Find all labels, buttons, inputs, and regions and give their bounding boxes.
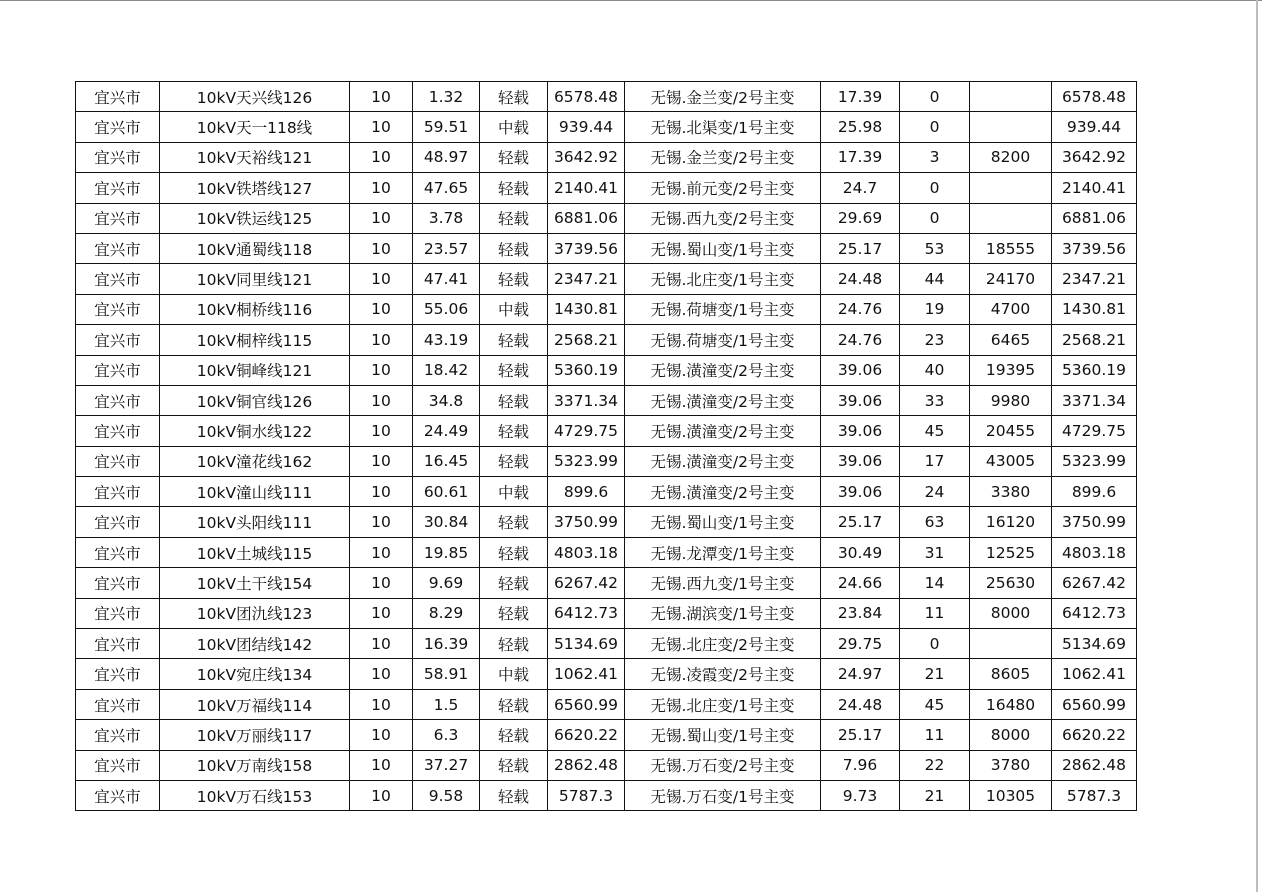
- transformer-load-rate-cell: 9.73: [821, 780, 900, 810]
- substation-transformer-cell: 无锡.西九变/1号主变: [625, 568, 821, 598]
- transformer-load-rate-cell: 24.66: [821, 568, 900, 598]
- remaining-capacity-cell: 6881.06: [1052, 203, 1137, 233]
- load-rate-cell: 47.41: [413, 264, 480, 294]
- load-rate-cell: 34.8: [413, 385, 480, 415]
- feeder-name-cell: 10kV团结线142: [160, 629, 350, 659]
- user-count-cell: 33: [900, 385, 970, 415]
- substation-transformer-cell: 无锡.潢潼变/2号主变: [625, 446, 821, 476]
- table-row: [76, 689, 1137, 719]
- feeder-name-cell: 10kV万南线158: [160, 750, 350, 780]
- feeder-name-cell: 10kV万丽线117: [160, 720, 350, 750]
- remaining-capacity-cell: 5323.99: [1052, 446, 1137, 476]
- city-cell: 宜兴市: [76, 659, 160, 689]
- load-status-cell: 轻载: [480, 629, 548, 659]
- feeder-name-cell: 10kV铜官线126: [160, 385, 350, 415]
- user-capacity-cell: 8200: [970, 142, 1052, 172]
- voltage-cell: 10: [350, 477, 413, 507]
- table-row: [76, 780, 1137, 810]
- voltage-cell: 10: [350, 780, 413, 810]
- load-status-cell: 轻载: [480, 142, 548, 172]
- user-capacity-cell: 16480: [970, 689, 1052, 719]
- table-row: [76, 233, 1137, 263]
- table-row: [76, 507, 1137, 537]
- remaining-capacity-cell: 3642.92: [1052, 142, 1137, 172]
- table-row: [76, 750, 1137, 780]
- transformer-load-rate-cell: 24.97: [821, 659, 900, 689]
- voltage-cell: 10: [350, 659, 413, 689]
- load-rate-cell: 58.91: [413, 659, 480, 689]
- substation-transformer-cell: 无锡.荷塘变/1号主变: [625, 325, 821, 355]
- load-status-cell: 轻载: [480, 598, 548, 628]
- table-row: [76, 568, 1137, 598]
- substation-transformer-cell: 无锡.凌霞变/2号主变: [625, 659, 821, 689]
- city-cell: 宜兴市: [76, 264, 160, 294]
- remaining-capacity-cell: 4729.75: [1052, 416, 1137, 446]
- available-capacity-cell: 1430.81: [548, 294, 625, 324]
- load-rate-cell: 9.58: [413, 780, 480, 810]
- load-status-cell: 轻载: [480, 507, 548, 537]
- table-row: [76, 355, 1137, 385]
- available-capacity-cell: 6620.22: [548, 720, 625, 750]
- feeder-name-cell: 10kV铁塔线127: [160, 173, 350, 203]
- load-status-cell: 轻载: [480, 446, 548, 476]
- user-capacity-cell: [970, 82, 1052, 112]
- user-capacity-cell: 10305: [970, 780, 1052, 810]
- table-row: [76, 173, 1137, 203]
- available-capacity-cell: 5134.69: [548, 629, 625, 659]
- available-capacity-cell: 6578.48: [548, 82, 625, 112]
- transformer-load-rate-cell: 25.17: [821, 507, 900, 537]
- remaining-capacity-cell: 2568.21: [1052, 325, 1137, 355]
- user-count-cell: 0: [900, 112, 970, 142]
- city-cell: 宜兴市: [76, 355, 160, 385]
- remaining-capacity-cell: 2347.21: [1052, 264, 1137, 294]
- substation-transformer-cell: 无锡.湖滨变/1号主变: [625, 598, 821, 628]
- substation-transformer-cell: 无锡.潢潼变/2号主变: [625, 355, 821, 385]
- city-cell: 宜兴市: [76, 82, 160, 112]
- user-count-cell: 11: [900, 598, 970, 628]
- user-count-cell: 0: [900, 82, 970, 112]
- substation-transformer-cell: 无锡.金兰变/2号主变: [625, 142, 821, 172]
- remaining-capacity-cell: 899.6: [1052, 477, 1137, 507]
- table-body: [76, 82, 1137, 811]
- table-row: [76, 203, 1137, 233]
- feeder-name-cell: 10kV土城线115: [160, 537, 350, 567]
- load-rate-cell: 59.51: [413, 112, 480, 142]
- user-capacity-cell: [970, 203, 1052, 233]
- table-row: [76, 325, 1137, 355]
- user-count-cell: 19: [900, 294, 970, 324]
- feeder-name-cell: 10kV铜水线122: [160, 416, 350, 446]
- user-count-cell: 0: [900, 173, 970, 203]
- available-capacity-cell: 2568.21: [548, 325, 625, 355]
- user-capacity-cell: 12525: [970, 537, 1052, 567]
- city-cell: 宜兴市: [76, 507, 160, 537]
- available-capacity-cell: 2140.41: [548, 173, 625, 203]
- remaining-capacity-cell: 6412.73: [1052, 598, 1137, 628]
- load-status-cell: 中载: [480, 112, 548, 142]
- user-capacity-cell: 24170: [970, 264, 1052, 294]
- user-capacity-cell: 6465: [970, 325, 1052, 355]
- voltage-cell: 10: [350, 203, 413, 233]
- city-cell: 宜兴市: [76, 385, 160, 415]
- available-capacity-cell: 5787.3: [548, 780, 625, 810]
- substation-transformer-cell: 无锡.荷塘变/1号主变: [625, 294, 821, 324]
- available-capacity-cell: 3371.34: [548, 385, 625, 415]
- load-status-cell: 中载: [480, 659, 548, 689]
- substation-transformer-cell: 无锡.西九变/2号主变: [625, 203, 821, 233]
- city-cell: 宜兴市: [76, 233, 160, 263]
- load-rate-cell: 37.27: [413, 750, 480, 780]
- city-cell: 宜兴市: [76, 446, 160, 476]
- transformer-load-rate-cell: 24.7: [821, 173, 900, 203]
- transformer-load-rate-cell: 25.98: [821, 112, 900, 142]
- city-cell: 宜兴市: [76, 720, 160, 750]
- user-capacity-cell: 9980: [970, 385, 1052, 415]
- voltage-cell: 10: [350, 720, 413, 750]
- remaining-capacity-cell: 2862.48: [1052, 750, 1137, 780]
- user-capacity-cell: 25630: [970, 568, 1052, 598]
- load-rate-cell: 16.45: [413, 446, 480, 476]
- load-status-cell: 轻载: [480, 233, 548, 263]
- user-count-cell: 21: [900, 659, 970, 689]
- user-count-cell: 24: [900, 477, 970, 507]
- load-status-cell: 轻载: [480, 416, 548, 446]
- load-rate-cell: 55.06: [413, 294, 480, 324]
- user-count-cell: 53: [900, 233, 970, 263]
- voltage-cell: 10: [350, 416, 413, 446]
- load-status-cell: 轻载: [480, 689, 548, 719]
- voltage-cell: 10: [350, 325, 413, 355]
- available-capacity-cell: 6560.99: [548, 689, 625, 719]
- city-cell: 宜兴市: [76, 173, 160, 203]
- transformer-load-rate-cell: 23.84: [821, 598, 900, 628]
- substation-transformer-cell: 无锡.北渠变/1号主变: [625, 112, 821, 142]
- user-count-cell: 11: [900, 720, 970, 750]
- substation-transformer-cell: 无锡.万石变/2号主变: [625, 750, 821, 780]
- voltage-cell: 10: [350, 507, 413, 537]
- load-rate-cell: 47.65: [413, 173, 480, 203]
- voltage-cell: 10: [350, 173, 413, 203]
- load-status-cell: 轻载: [480, 173, 548, 203]
- load-rate-cell: 3.78: [413, 203, 480, 233]
- voltage-cell: 10: [350, 385, 413, 415]
- user-capacity-cell: 8000: [970, 720, 1052, 750]
- user-count-cell: 45: [900, 416, 970, 446]
- available-capacity-cell: 3739.56: [548, 233, 625, 263]
- city-cell: 宜兴市: [76, 112, 160, 142]
- voltage-cell: 10: [350, 537, 413, 567]
- table-row: [76, 720, 1137, 750]
- substation-transformer-cell: 无锡.潢潼变/2号主变: [625, 385, 821, 415]
- user-count-cell: 44: [900, 264, 970, 294]
- remaining-capacity-cell: 6267.42: [1052, 568, 1137, 598]
- feeder-name-cell: 10kV铁运线125: [160, 203, 350, 233]
- city-cell: 宜兴市: [76, 780, 160, 810]
- feeder-name-cell: 10kV同里线121: [160, 264, 350, 294]
- user-count-cell: 0: [900, 203, 970, 233]
- load-rate-cell: 6.3: [413, 720, 480, 750]
- available-capacity-cell: 6412.73: [548, 598, 625, 628]
- load-status-cell: 轻载: [480, 355, 548, 385]
- voltage-cell: 10: [350, 112, 413, 142]
- available-capacity-cell: 1062.41: [548, 659, 625, 689]
- substation-transformer-cell: 无锡.万石变/1号主变: [625, 780, 821, 810]
- load-rate-cell: 23.57: [413, 233, 480, 263]
- remaining-capacity-cell: 1430.81: [1052, 294, 1137, 324]
- table-row: [76, 112, 1137, 142]
- feeder-name-cell: 10kV潼花线162: [160, 446, 350, 476]
- user-count-cell: 23: [900, 325, 970, 355]
- available-capacity-cell: 2862.48: [548, 750, 625, 780]
- available-capacity-cell: 4803.18: [548, 537, 625, 567]
- load-rate-cell: 18.42: [413, 355, 480, 385]
- feeder-name-cell: 10kV宛庄线134: [160, 659, 350, 689]
- voltage-cell: 10: [350, 264, 413, 294]
- remaining-capacity-cell: 5360.19: [1052, 355, 1137, 385]
- user-count-cell: 40: [900, 355, 970, 385]
- substation-transformer-cell: 无锡.北庄变/1号主变: [625, 264, 821, 294]
- table-row: [76, 446, 1137, 476]
- table-row: [76, 477, 1137, 507]
- load-rate-cell: 16.39: [413, 629, 480, 659]
- remaining-capacity-cell: 2140.41: [1052, 173, 1137, 203]
- user-capacity-cell: 8000: [970, 598, 1052, 628]
- remaining-capacity-cell: 4803.18: [1052, 537, 1137, 567]
- load-rate-cell: 48.97: [413, 142, 480, 172]
- transformer-load-rate-cell: 39.06: [821, 477, 900, 507]
- feeder-name-cell: 10kV天一118线: [160, 112, 350, 142]
- user-count-cell: 22: [900, 750, 970, 780]
- transformer-load-rate-cell: 24.48: [821, 689, 900, 719]
- voltage-cell: 10: [350, 568, 413, 598]
- city-cell: 宜兴市: [76, 598, 160, 628]
- city-cell: 宜兴市: [76, 629, 160, 659]
- load-rate-cell: 19.85: [413, 537, 480, 567]
- city-cell: 宜兴市: [76, 325, 160, 355]
- feeder-name-cell: 10kV潼山线111: [160, 477, 350, 507]
- load-status-cell: 轻载: [480, 568, 548, 598]
- voltage-cell: 10: [350, 142, 413, 172]
- feeder-name-cell: 10kV天兴线126: [160, 82, 350, 112]
- remaining-capacity-cell: 5787.3: [1052, 780, 1137, 810]
- transformer-load-rate-cell: 17.39: [821, 142, 900, 172]
- remaining-capacity-cell: 6620.22: [1052, 720, 1137, 750]
- load-rate-cell: 30.84: [413, 507, 480, 537]
- user-capacity-cell: 18555: [970, 233, 1052, 263]
- substation-transformer-cell: 无锡.潢潼变/2号主变: [625, 477, 821, 507]
- transformer-load-rate-cell: 39.06: [821, 416, 900, 446]
- feeder-name-cell: 10kV桐梓线115: [160, 325, 350, 355]
- voltage-cell: 10: [350, 598, 413, 628]
- substation-transformer-cell: 无锡.北庄变/2号主变: [625, 629, 821, 659]
- transformer-load-rate-cell: 7.96: [821, 750, 900, 780]
- voltage-cell: 10: [350, 82, 413, 112]
- user-capacity-cell: 3380: [970, 477, 1052, 507]
- load-status-cell: 轻载: [480, 385, 548, 415]
- load-status-cell: 轻载: [480, 264, 548, 294]
- available-capacity-cell: 6267.42: [548, 568, 625, 598]
- load-status-cell: 中载: [480, 477, 548, 507]
- substation-transformer-cell: 无锡.蜀山变/1号主变: [625, 507, 821, 537]
- page-top-edge: [0, 0, 1262, 1]
- city-cell: 宜兴市: [76, 689, 160, 719]
- transformer-load-rate-cell: 24.76: [821, 294, 900, 324]
- available-capacity-cell: 6881.06: [548, 203, 625, 233]
- table-row: [76, 142, 1137, 172]
- user-count-cell: 63: [900, 507, 970, 537]
- transformer-load-rate-cell: 25.17: [821, 233, 900, 263]
- city-cell: 宜兴市: [76, 294, 160, 324]
- load-rate-cell: 60.61: [413, 477, 480, 507]
- available-capacity-cell: 5360.19: [548, 355, 625, 385]
- table-row: [76, 385, 1137, 415]
- user-capacity-cell: 8605: [970, 659, 1052, 689]
- load-status-cell: 轻载: [480, 325, 548, 355]
- feeder-name-cell: 10kV头阳线111: [160, 507, 350, 537]
- load-rate-cell: 8.29: [413, 598, 480, 628]
- user-capacity-cell: 20455: [970, 416, 1052, 446]
- user-capacity-cell: [970, 173, 1052, 203]
- transformer-load-rate-cell: 29.69: [821, 203, 900, 233]
- load-rate-cell: 1.5: [413, 689, 480, 719]
- transformer-load-rate-cell: 17.39: [821, 82, 900, 112]
- transformer-load-rate-cell: 29.75: [821, 629, 900, 659]
- available-capacity-cell: 3642.92: [548, 142, 625, 172]
- load-rate-cell: 43.19: [413, 325, 480, 355]
- city-cell: 宜兴市: [76, 537, 160, 567]
- feeder-name-cell: 10kV天裕线121: [160, 142, 350, 172]
- load-status-cell: 轻载: [480, 720, 548, 750]
- substation-transformer-cell: 无锡.前元变/2号主变: [625, 173, 821, 203]
- substation-transformer-cell: 无锡.蜀山变/1号主变: [625, 233, 821, 263]
- load-rate-cell: 24.49: [413, 416, 480, 446]
- load-status-cell: 轻载: [480, 750, 548, 780]
- remaining-capacity-cell: 6560.99: [1052, 689, 1137, 719]
- user-capacity-cell: 16120: [970, 507, 1052, 537]
- remaining-capacity-cell: 3739.56: [1052, 233, 1137, 263]
- user-count-cell: 31: [900, 537, 970, 567]
- feeder-name-cell: 10kV团氿线123: [160, 598, 350, 628]
- transformer-load-rate-cell: 39.06: [821, 446, 900, 476]
- remaining-capacity-cell: 6578.48: [1052, 82, 1137, 112]
- feeder-name-cell: 10kV桐桥线116: [160, 294, 350, 324]
- user-count-cell: 14: [900, 568, 970, 598]
- load-status-cell: 轻载: [480, 780, 548, 810]
- transformer-load-rate-cell: 39.06: [821, 355, 900, 385]
- feeder-name-cell: 10kV土干线154: [160, 568, 350, 598]
- available-capacity-cell: 2347.21: [548, 264, 625, 294]
- user-count-cell: 3: [900, 142, 970, 172]
- remaining-capacity-cell: 1062.41: [1052, 659, 1137, 689]
- voltage-cell: 10: [350, 629, 413, 659]
- city-cell: 宜兴市: [76, 750, 160, 780]
- voltage-cell: 10: [350, 689, 413, 719]
- remaining-capacity-cell: 5134.69: [1052, 629, 1137, 659]
- load-status-cell: 轻载: [480, 537, 548, 567]
- table-row: [76, 598, 1137, 628]
- voltage-cell: 10: [350, 294, 413, 324]
- feeder-load-table: [75, 81, 1137, 811]
- transformer-load-rate-cell: 24.76: [821, 325, 900, 355]
- substation-transformer-cell: 无锡.金兰变/2号主变: [625, 82, 821, 112]
- city-cell: 宜兴市: [76, 416, 160, 446]
- page-right-edge: [1256, 0, 1258, 892]
- city-cell: 宜兴市: [76, 477, 160, 507]
- available-capacity-cell: 939.44: [548, 112, 625, 142]
- load-status-cell: 中载: [480, 294, 548, 324]
- user-capacity-cell: 4700: [970, 294, 1052, 324]
- feeder-name-cell: 10kV通蜀线118: [160, 233, 350, 263]
- table-row: [76, 82, 1137, 112]
- available-capacity-cell: 3750.99: [548, 507, 625, 537]
- transformer-load-rate-cell: 30.49: [821, 537, 900, 567]
- substation-transformer-cell: 无锡.潢潼变/2号主变: [625, 416, 821, 446]
- table-row: [76, 264, 1137, 294]
- user-capacity-cell: 19395: [970, 355, 1052, 385]
- feeder-name-cell: 10kV万石线153: [160, 780, 350, 810]
- remaining-capacity-cell: 3371.34: [1052, 385, 1137, 415]
- user-capacity-cell: [970, 112, 1052, 142]
- table-row: [76, 659, 1137, 689]
- voltage-cell: 10: [350, 233, 413, 263]
- table-row: [76, 294, 1137, 324]
- user-count-cell: 0: [900, 629, 970, 659]
- feeder-name-cell: 10kV铜峰线121: [160, 355, 350, 385]
- user-capacity-cell: 43005: [970, 446, 1052, 476]
- city-cell: 宜兴市: [76, 568, 160, 598]
- transformer-load-rate-cell: 24.48: [821, 264, 900, 294]
- available-capacity-cell: 899.6: [548, 477, 625, 507]
- substation-transformer-cell: 无锡.北庄变/1号主变: [625, 689, 821, 719]
- transformer-load-rate-cell: 39.06: [821, 385, 900, 415]
- substation-transformer-cell: 无锡.蜀山变/1号主变: [625, 720, 821, 750]
- voltage-cell: 10: [350, 355, 413, 385]
- table-row: [76, 537, 1137, 567]
- remaining-capacity-cell: 3750.99: [1052, 507, 1137, 537]
- city-cell: 宜兴市: [76, 203, 160, 233]
- user-count-cell: 17: [900, 446, 970, 476]
- load-rate-cell: 1.32: [413, 82, 480, 112]
- table-row: [76, 416, 1137, 446]
- available-capacity-cell: 5323.99: [548, 446, 625, 476]
- available-capacity-cell: 4729.75: [548, 416, 625, 446]
- load-rate-cell: 9.69: [413, 568, 480, 598]
- user-capacity-cell: [970, 629, 1052, 659]
- user-capacity-cell: 3780: [970, 750, 1052, 780]
- user-count-cell: 45: [900, 689, 970, 719]
- table-row: [76, 629, 1137, 659]
- voltage-cell: 10: [350, 446, 413, 476]
- transformer-load-rate-cell: 25.17: [821, 720, 900, 750]
- substation-transformer-cell: 无锡.龙潭变/1号主变: [625, 537, 821, 567]
- feeder-name-cell: 10kV万福线114: [160, 689, 350, 719]
- remaining-capacity-cell: 939.44: [1052, 112, 1137, 142]
- load-status-cell: 轻载: [480, 82, 548, 112]
- city-cell: 宜兴市: [76, 142, 160, 172]
- load-status-cell: 轻载: [480, 203, 548, 233]
- voltage-cell: 10: [350, 750, 413, 780]
- user-count-cell: 21: [900, 780, 970, 810]
